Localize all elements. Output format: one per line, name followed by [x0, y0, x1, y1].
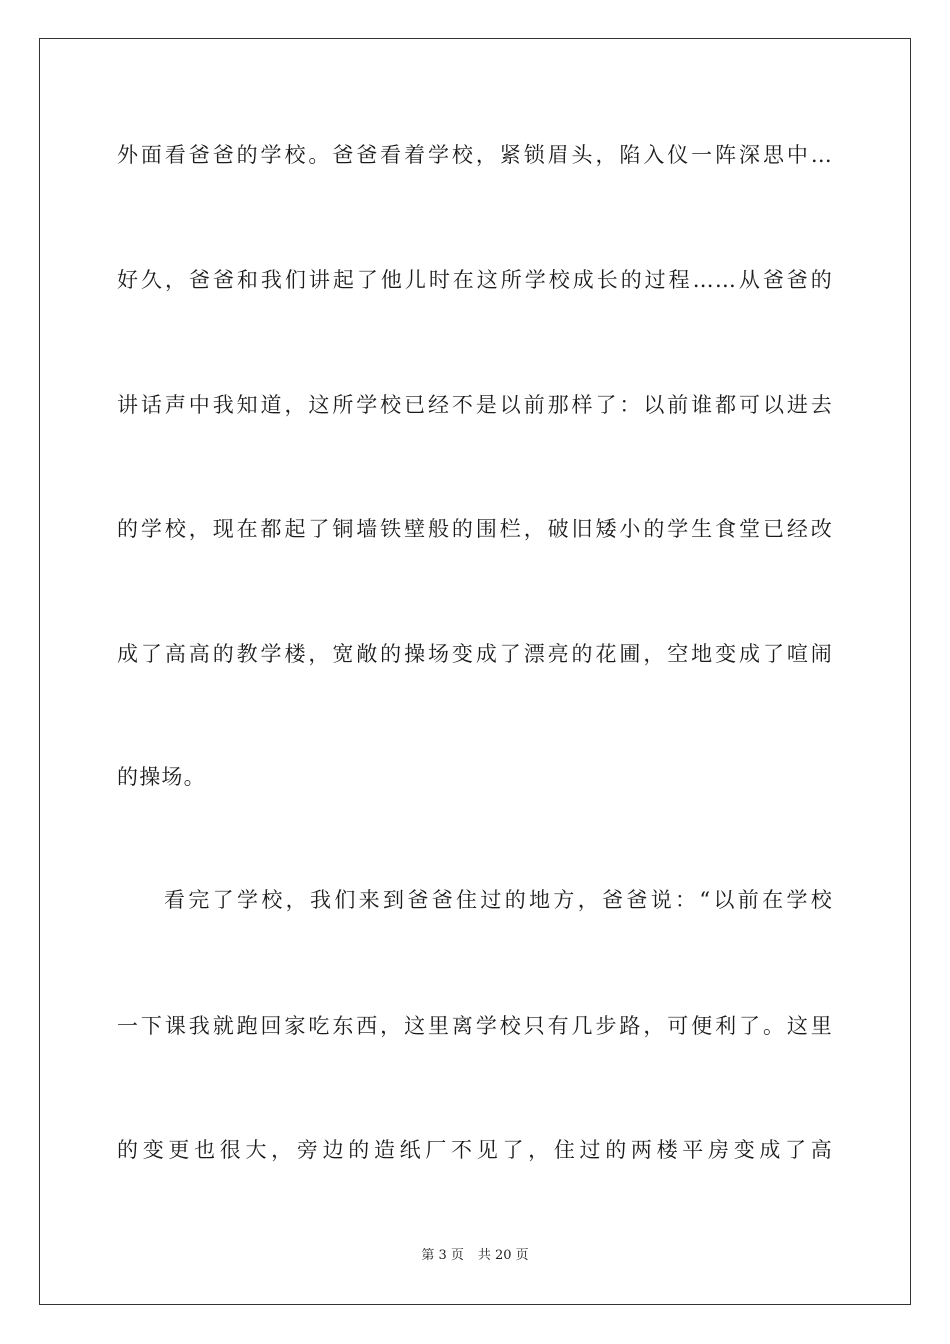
text-line: 成了高高的教学楼，宽敞的操场变成了漂亮的花圃，空地变成了喧闹 — [117, 642, 833, 666]
page-number: 第 3 页 — [421, 1248, 464, 1263]
text-line: 看完了学校，我们来到爸爸住过的地方，爸爸说：“以前在学校 — [164, 888, 833, 912]
page-border — [39, 38, 911, 1305]
text-line: 一下课我就跑回家吃东西，这里离学校只有几步路，可便利了。这里 — [117, 1014, 833, 1038]
text-line: 的学校，现在都起了铜墙铁壁般的围栏，破旧矮小的学生食堂已经改 — [117, 517, 833, 541]
page-footer — [0, 1247, 950, 1265]
text-line: 讲话声中我知道，这所学校已经不是以前那样了：以前谁都可以进去 — [117, 393, 833, 417]
page-total: 共 20 页 — [477, 1248, 529, 1263]
text-line: 的操场。 — [117, 765, 206, 789]
text-line: 好久，爸爸和我们讲起了他儿时在这所学校成长的过程……从爸爸的 — [117, 268, 833, 292]
text-line: 的变更也很大，旁边的造纸厂不见了，住过的两楼平房变成了高 — [117, 1138, 833, 1162]
text-line: 外面看爸爸的学校。爸爸看着学校，紧锁眉头，陷入仪一阵深思中… — [117, 143, 833, 167]
